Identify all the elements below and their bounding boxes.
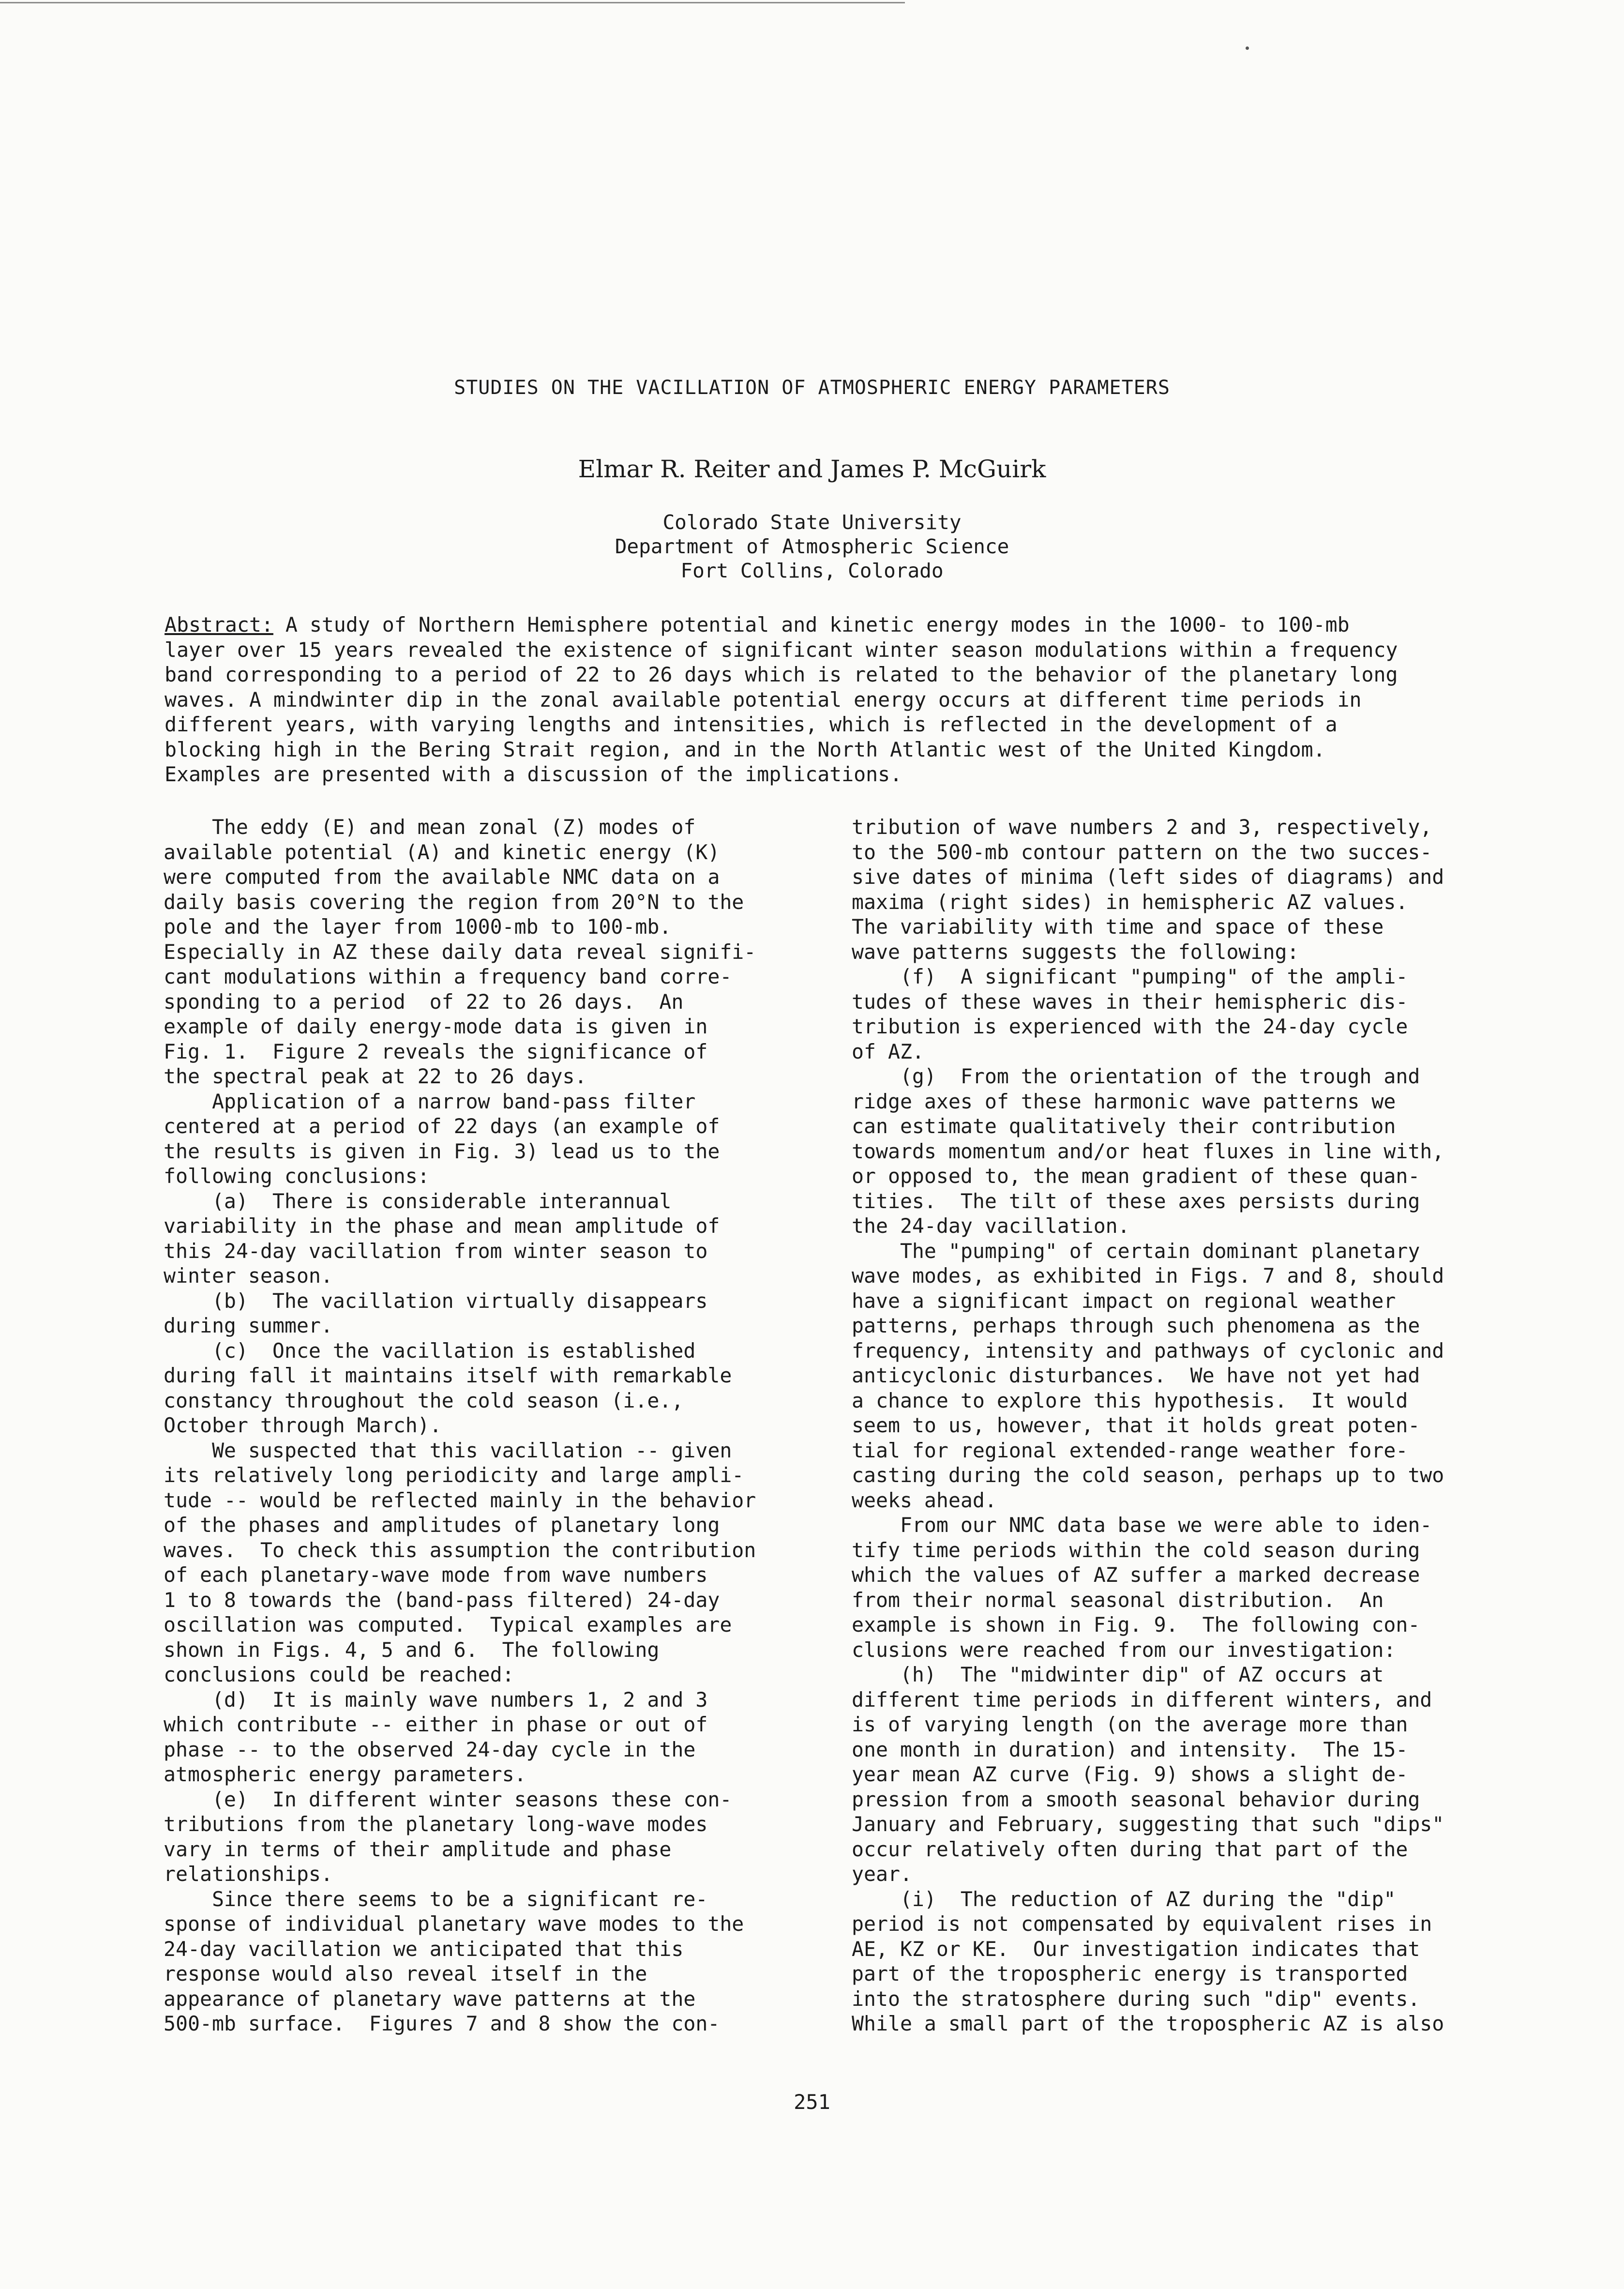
body-text-line: appearance of planetary wave patterns at the (164, 1986, 696, 2011)
body-text-line: AE, KZ or KE. Our investigation indicates that (852, 1937, 1420, 1961)
body-text-line: weeks ahead. (852, 1488, 997, 1512)
body-text-line: winter season. (164, 1264, 333, 1288)
body-text-line: which the values of AZ suffer a marked decrease (852, 1563, 1420, 1587)
body-text-line: casting during the cold season, perhaps up to two (852, 1463, 1444, 1487)
abstract-line: layer over 15 years revealed the existence of significant winter season modulations within a frequency (165, 637, 1398, 662)
abstract-line: blocking high in the Bering Strait region, and in the North Atlantic west of the United Kingdom. (165, 737, 1325, 761)
body-text-line: The eddy (E) and mean zonal (Z) modes of (164, 815, 696, 839)
body-text-line: or opposed to, the mean gradient of these quan- (852, 1164, 1420, 1188)
abstract-line: band corresponding to a period of 22 to 26 days which is related to the behavior of the planetary long (165, 663, 1398, 686)
body-text-line: different time periods in different winters, and (852, 1687, 1432, 1712)
body-text-line: tudes of these waves in their hemispheric dis- (852, 989, 1408, 1014)
body-text-line: (f) A significant "pumping" of the ampli- (852, 965, 1408, 988)
body-text-line: wave patterns suggests the following: (852, 940, 1299, 964)
body-text-line: tribution of wave numbers 2 and 3, respectively, (852, 815, 1432, 839)
body-text-line: frequency, intensity and pathways of cyclonic and (852, 1338, 1444, 1363)
body-right-column (852, 815, 1476, 2036)
body-text-line: year. (852, 1862, 912, 1886)
body-text-line: (e) In different winter seasons these con- (164, 1787, 732, 1811)
body-text-line: part of the tropospheric energy is transported (852, 1962, 1408, 1986)
body-text-line: The variability with time and space of these (852, 915, 1384, 939)
body-text-line: constancy throughout the cold season (i.e., (164, 1388, 684, 1412)
body-text-line: maxima (right sides) in hemispheric AZ values. (852, 890, 1408, 914)
body-text-line: which contribute -- either in phase or out of (164, 1713, 708, 1736)
body-text-line: (c) Once the vacillation is established (164, 1338, 696, 1363)
body-text-line: of AZ. (852, 1039, 924, 1063)
abstract-line (165, 612, 1471, 637)
body-text-line: 24-day vacillation we anticipated that this (164, 1937, 684, 1961)
body-text-line: during fall it maintains itself with remarkable (164, 1364, 732, 1387)
body-text-line: wave modes, as exhibited in Figs. 7 and 8, should (852, 1264, 1444, 1288)
body-text-line: January and February, suggesting that such "dips" (852, 1812, 1444, 1836)
body-text-line: cant modulations within a frequency band corre- (164, 965, 732, 988)
body-text-line: (d) It is mainly wave numbers 1, 2 and 3 (164, 1687, 708, 1712)
body-text-line: its relatively long periodicity and large ampli- (164, 1463, 744, 1487)
abstract-line: Examples are presented with a discussion of the implications. (165, 762, 902, 786)
body-text-line: example is shown in Fig. 9. The following con- (852, 1613, 1420, 1637)
scan-edge-line (0, 2, 905, 3)
abstract-line: waves. A mindwinter dip in the zonal available potential energy occurs at different time periods in (165, 687, 1362, 712)
body-text-line: 1 to 8 towards the (band-pass filtered) 24-day (164, 1588, 720, 1612)
body-text-line: (b) The vacillation virtually disappears (164, 1289, 708, 1313)
affiliation-line: Colorado State University (662, 511, 962, 534)
body-text-line: Since there seems to be a significant re- (164, 1887, 708, 1911)
affiliation-line: Fort Collins, Colorado (680, 559, 944, 582)
abstract-text: A study of Northern Hemisphere potential and kinetic energy modes in the 1000- to 100-mb (273, 613, 1350, 637)
body-text-line: during summer. (164, 1314, 333, 1337)
body-text-line: sponse of individual planetary wave modes to the (164, 1912, 744, 1936)
body-text-line: of each planetary-wave mode from wave numbers (164, 1563, 708, 1587)
body-text-line: sponding to a period of 22 to 26 days. An (164, 989, 684, 1014)
body-text-line: variability in the phase and mean amplitude of (164, 1214, 720, 1238)
body-text-line: the results is given in Fig. 3) lead us to the (164, 1139, 720, 1163)
body-text-line: Fig. 1. Figure 2 reveals the significance of (164, 1039, 708, 1063)
body-text-line: centered at a period of 22 days (an example of (164, 1114, 720, 1138)
body-text-line: October through March). (164, 1413, 442, 1437)
body-text-line: 500-mb surface. Figures 7 and 8 show the con- (164, 2012, 720, 2035)
body-text-line: (i) The reduction of AZ during the "dip" (852, 1887, 1396, 1911)
body-text-line: atmospheric energy parameters. (164, 1762, 526, 1786)
scan-speck (1246, 46, 1249, 50)
body-text-line: can estimate qualitatively their contribution (852, 1114, 1396, 1138)
body-text-line: available potential (A) and kinetic energy (K) (164, 840, 720, 864)
body-text-line: tities. The tilt of these axes persists during (852, 1189, 1420, 1213)
body-text-line: tude -- would be reflected mainly in the behavior (164, 1488, 756, 1512)
body-text-line: example of daily energy-mode data is given in (164, 1015, 708, 1038)
body-text-line: the spectral peak at 22 to 26 days. (164, 1064, 587, 1088)
body-text-line: a chance to explore this hypothesis. It would (852, 1388, 1408, 1412)
body-text-line: shown in Figs. 4, 5 and 6. The following (164, 1637, 660, 1662)
body-text-line: is of varying length (on the average more than (852, 1713, 1408, 1736)
body-text-line: patterns, perhaps through such phenomena as the (852, 1314, 1420, 1337)
affiliation-block (0, 510, 1624, 583)
body-text-line: year mean AZ curve (Fig. 9) shows a slight de- (852, 1762, 1408, 1786)
paper-authors: Elmar R. Reiter and James P. McGuirk (578, 455, 1046, 483)
body-text-line: vary in terms of their amplitude and phase (164, 1837, 672, 1861)
paper-title: STUDIES ON THE VACILLATION OF ATMOSPHERIC ENERGY PARAMETERS (454, 377, 1170, 399)
affiliation-line: Department of Atmospheric Science (615, 535, 1009, 558)
body-text-line: clusions were reached from our investigation: (852, 1637, 1396, 1662)
body-text-line: tial for regional extended-range weather fore- (852, 1438, 1408, 1462)
body-text-line: daily basis covering the region from 20°N to the (164, 890, 744, 914)
abstract (165, 612, 1471, 787)
body-text-line: into the stratosphere during such "dip" events. (852, 1986, 1420, 2011)
body-text-line: seem to us, however, that it holds great poten- (852, 1413, 1420, 1437)
body-text-line: were computed from the available NMC data on a (164, 865, 720, 889)
body-text-line: pression from a smooth seasonal behavior during (852, 1787, 1420, 1811)
body-text-line: period is not compensated by equivalent rises in (852, 1912, 1432, 1936)
body-text-line: conclusions could be reached: (164, 1663, 514, 1686)
body-text-line: occur relatively often during that part of the (852, 1837, 1408, 1861)
body-text-line: sive dates of minima (left sides of diagrams) and (852, 865, 1444, 889)
body-text-line: this 24-day vacillation from winter season to (164, 1239, 708, 1263)
body-text-line: While a small part of the tropospheric AZ is also (852, 2012, 1444, 2035)
body-text-line: pole and the layer from 1000-mb to 100-mb. (164, 915, 672, 939)
body-text-line: phase -- to the observed 24-day cycle in the (164, 1737, 696, 1761)
body-text-line: one month in duration) and intensity. The 15- (852, 1737, 1408, 1761)
body-text-line: towards momentum and/or heat fluxes in line with, (852, 1139, 1444, 1163)
body-text-line: of the phases and amplitudes of planetary long (164, 1513, 720, 1537)
body-text-line: have a significant impact on regional weather (852, 1289, 1396, 1313)
body-text-line: following conclusions: (164, 1164, 430, 1188)
page-number: 251 (794, 2090, 830, 2114)
body-text-line: relationships. (164, 1862, 333, 1886)
body-text-line: Application of a narrow band-pass filter (164, 1089, 696, 1113)
body-text-line: oscillation was computed. Typical examples are (164, 1613, 732, 1637)
body-text-line: (a) There is considerable interannual (164, 1189, 672, 1213)
body-text-line: (g) From the orientation of the trough and (852, 1064, 1420, 1088)
body-text-line: to the 500-mb contour pattern on the two succes- (852, 840, 1432, 864)
body-text-line: anticyclonic disturbances. We have not yet had (852, 1364, 1420, 1387)
body-text-line: We suspected that this vacillation -- given (164, 1438, 732, 1462)
body-left-column (164, 815, 788, 2036)
body-text-line: waves. To check this assumption the contribution (164, 1538, 756, 1562)
body-text-line: From our NMC data base we were able to iden- (852, 1513, 1432, 1537)
body-text-line: Especially in AZ these daily data reveal signifi- (164, 940, 756, 964)
body-text-line: The "pumping" of certain dominant planetary (852, 1239, 1420, 1263)
body-text-line: tribution is experienced with the 24-day cycle (852, 1015, 1408, 1038)
abstract-label: Abstract: (165, 613, 273, 637)
body-text-line: tify time periods within the cold season during (852, 1538, 1420, 1562)
body-text-line: ridge axes of these harmonic wave patterns we (852, 1089, 1396, 1113)
body-text-line: response would also reveal itself in the (164, 1962, 647, 1986)
body-text-line: the 24-day vacillation. (852, 1214, 1130, 1238)
body-text-line: (h) The "midwinter dip" of AZ occurs at (852, 1663, 1384, 1686)
body-text-line: from their normal seasonal distribution. An (852, 1588, 1384, 1612)
abstract-line: different years, with varying lengths and intensities, which is reflected in the development of a (165, 712, 1338, 736)
body-text-line: tributions from the planetary long-wave modes (164, 1812, 708, 1836)
